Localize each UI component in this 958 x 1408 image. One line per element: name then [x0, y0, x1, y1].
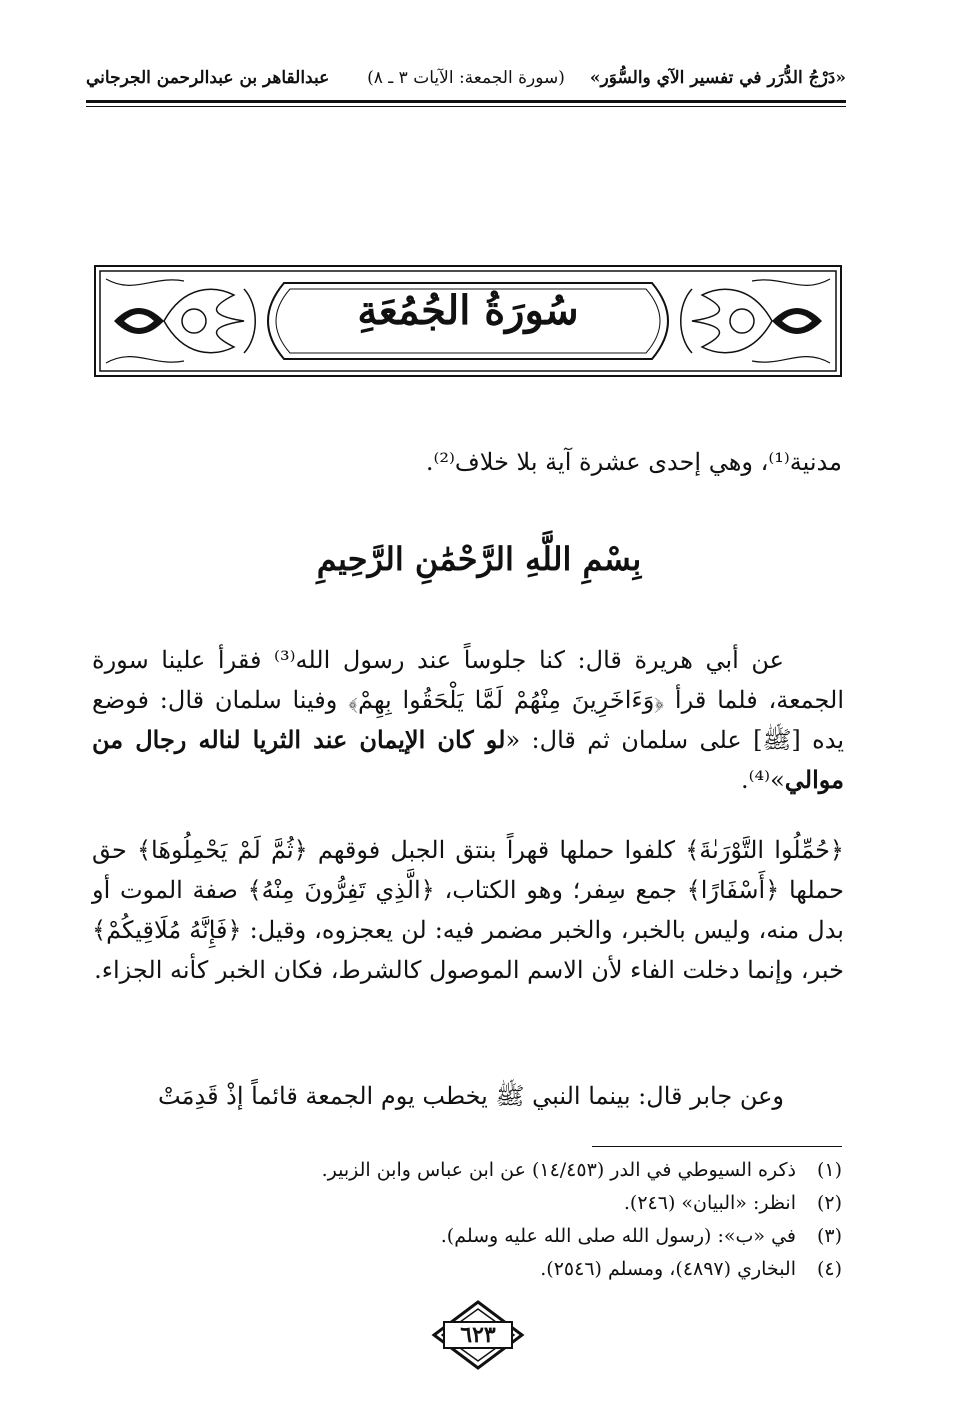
paragraph-tafsir: [92, 830, 844, 990]
footnote-number: (١): [816, 1159, 842, 1181]
paragraph-hadith-abu-hurayra: [92, 640, 844, 800]
footnote-text: ذكره السيوطي في الدر (١٤/٤٥٣) عن ابن عباس وابن الزبير.: [321, 1159, 796, 1181]
paragraph-text: عن أبي هريرة قال: كنا جلوساً عند رسول الله⁽³⁾ فقرأ علينا سورة الجمعة، فلما قرأ ﴿وَءَاخَرِينَ مِنْهُمْ لَمَّا يَلْحَقُوا بِهِمْ﴾ وفينا سلمان قال: فوضع يده [ﷺ] على سلمان ثم قال: «: [92, 646, 845, 754]
paragraph-text-end: »⁽⁴⁾.: [741, 766, 785, 794]
footnote-item: [142, 1187, 842, 1220]
footnote-text: انظر: «البيان» (٢٤٦).: [623, 1192, 796, 1214]
footnotes: [142, 1154, 842, 1286]
surah-intro: مدنية⁽¹⁾، وهي إحدى عشرة آية بلا خلاف⁽²⁾.: [425, 448, 842, 476]
paragraph-text: ﴿حُمِّلُوا التَّوْرَىٰةَ﴾ كلفوا حملها قهراً بنتق الجبل فوقهم ﴿ثُمَّ لَمْ يَحْمِلُوهَا﴾ حق حملها ﴿أَسْفَارًا﴾ جمع سِفر؛ وهو الكتاب، ﴿الَّذِي تَفِرُّونَ مِنْهُ﴾ صفة الموت أو بدل منه، وليس بالخبر، والخبر مضمر فيه: لن يعجزوه، وقيل: ﴿فَإِنَّهُ مُلَاقِيكُمْ﴾ خبر، وإنما دخلت الفاء لأن الاسم الموصول كالشرط، فكان الخبر كأنه الجزاء.: [92, 836, 844, 984]
hadith-quote: لو كان الإيمان عند الثريا لناله رجال من موالي: [92, 725, 844, 794]
footnote-number: (٢): [816, 1192, 842, 1214]
author-name: عبدالقاهر بن عبدالرحمن الجرجاني: [86, 68, 330, 88]
footnote-item: [142, 1220, 842, 1253]
book-title: «دَرْجُ الدُّرَر في تفسير الآي والسُّوَر»: [589, 68, 846, 88]
running-header: [86, 62, 846, 96]
footnote-number: (٤): [816, 1258, 842, 1280]
page-number-badge: [430, 1300, 526, 1370]
footnote-number: (٣): [816, 1225, 842, 1247]
surah-reference: (سورة الجمعة: الآيات ٣ ـ ٨): [367, 68, 565, 88]
footnote-text: البخاري (٤٨٩٧)، ومسلم (٢٥٤٦).: [540, 1258, 796, 1280]
page-number: ٦٢٣: [460, 1322, 496, 1348]
surah-title: سُورَةُ الجُمُعَةِ: [357, 287, 579, 334]
header-rule-thick: [86, 100, 846, 103]
header-rule-thin: [86, 106, 846, 107]
footnote-item: [142, 1253, 842, 1286]
footnote-text: في «ب»: (رسول الله صلى الله عليه وسلم).: [440, 1225, 796, 1247]
footnote-separator: [592, 1146, 842, 1147]
basmala: بِسْمِ اللَّهِ الرَّحْمَٰنِ الرَّحِيمِ: [316, 540, 642, 578]
footnote-item: [142, 1154, 842, 1187]
surah-banner: [94, 265, 842, 377]
paragraph-text: وعن جابر قال: بينما النبي ﷺ يخطب يوم الجمعة قائماً إذْ قَدِمَتْ: [158, 1082, 784, 1110]
paragraph-hadith-jabir: [92, 1076, 844, 1116]
